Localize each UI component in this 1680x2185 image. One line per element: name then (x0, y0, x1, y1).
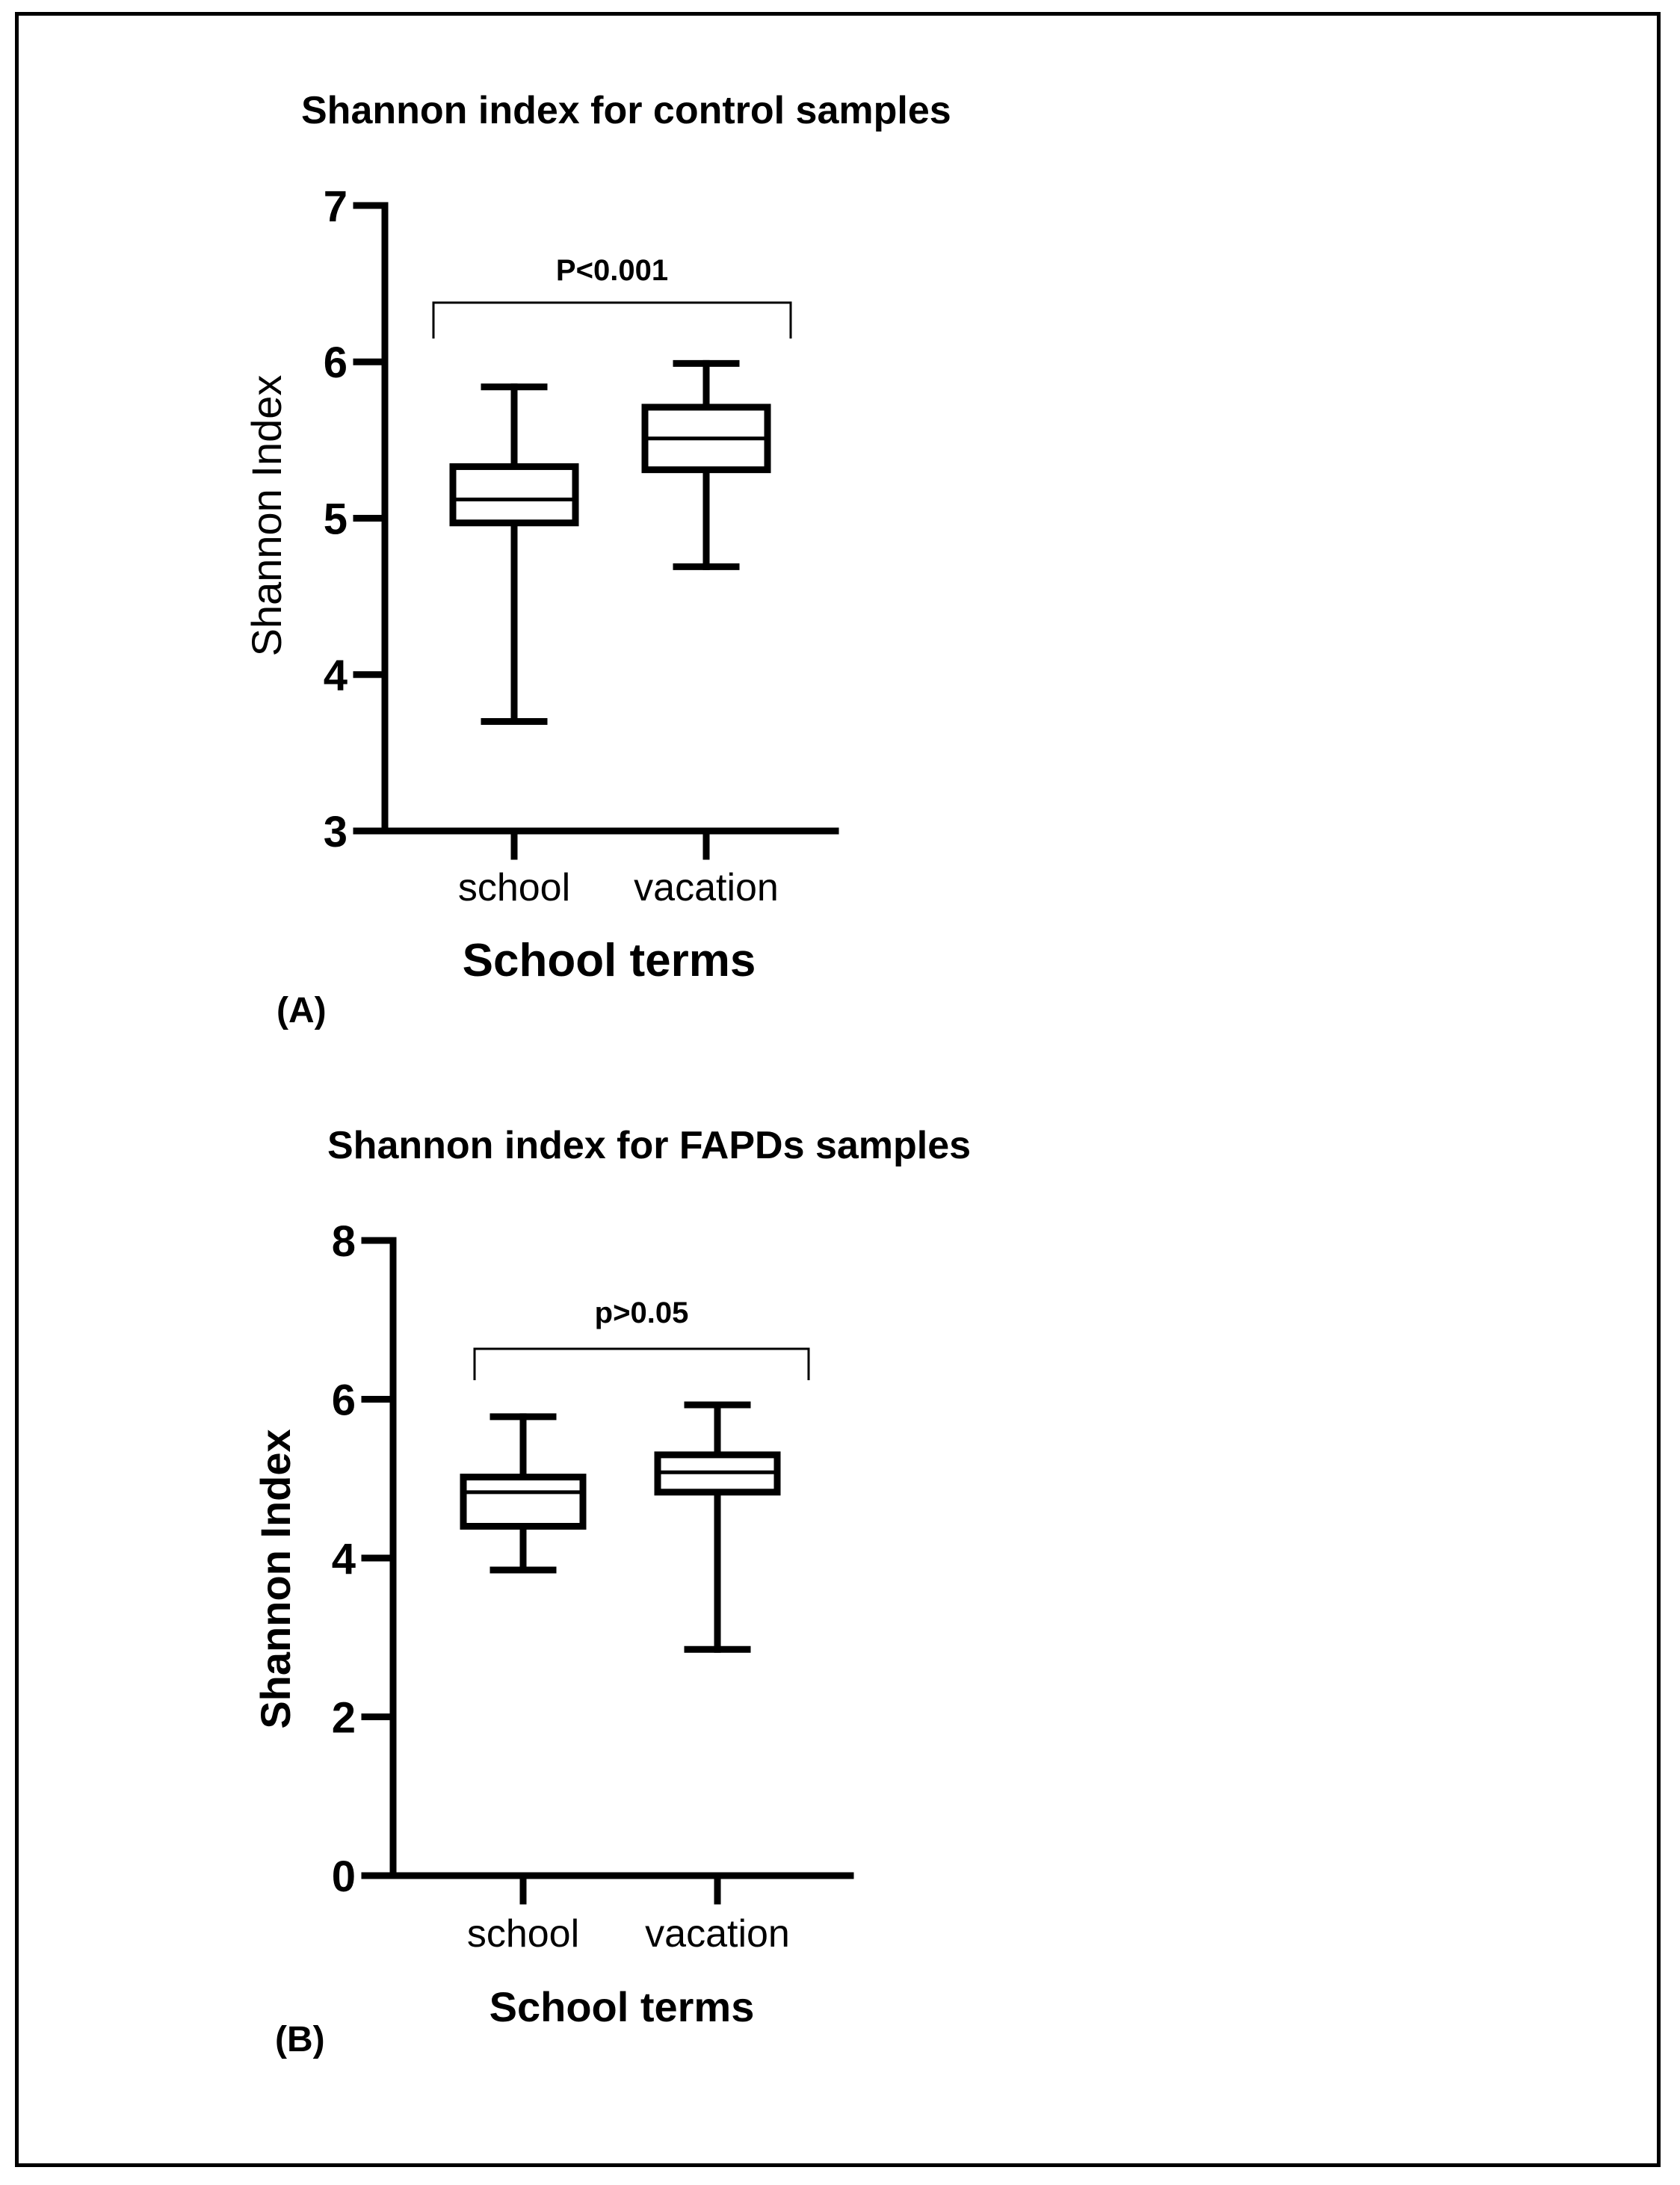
x-tick-label: vacation (634, 866, 779, 909)
y-tick-label: 4 (331, 1534, 356, 1583)
significance-bracket (433, 303, 791, 339)
x-axis-label: School terms (489, 1983, 755, 2030)
chart-title: Shannon index for FAPDs samples (327, 1124, 972, 1167)
chart-title: Shannon index for control samples (301, 89, 951, 132)
x-tick-label: school (466, 1912, 580, 1956)
y-axis-label: Shannon Index (252, 1429, 299, 1729)
x-tick-label: vacation (645, 1912, 790, 1956)
box-school (453, 387, 575, 722)
y-axis-label: Shannon Index (243, 374, 290, 657)
panel-a (243, 89, 951, 1030)
y-tick-label: 3 (323, 807, 348, 856)
panel-b (252, 1124, 971, 2059)
y-tick-label: 6 (331, 1376, 356, 1425)
y-tick-label: 2 (331, 1693, 356, 1743)
y-tick-label: 4 (323, 651, 348, 700)
y-tick-label: 7 (323, 182, 348, 231)
significance-bracket (475, 1349, 809, 1380)
plot-marks (332, 1217, 850, 1956)
panel-label: (B) (275, 2020, 325, 2059)
x-axis-label: School terms (462, 935, 756, 986)
y-tick-label: 8 (331, 1217, 356, 1266)
x-tick-label: school (457, 866, 571, 909)
box-iqr (463, 1477, 583, 1527)
box-school (463, 1417, 583, 1570)
box-vacation (658, 1405, 777, 1649)
plot-marks (324, 182, 836, 909)
y-tick-label: 5 (323, 495, 348, 544)
box-iqr (453, 466, 575, 522)
significance-label: p>0.05 (594, 1297, 689, 1329)
y-tick-label: 6 (323, 339, 348, 388)
box-vacation (645, 363, 768, 566)
panel-label: (A) (277, 991, 327, 1030)
significance-label: P<0.001 (555, 254, 669, 287)
y-tick-label: 0 (331, 1852, 356, 1901)
